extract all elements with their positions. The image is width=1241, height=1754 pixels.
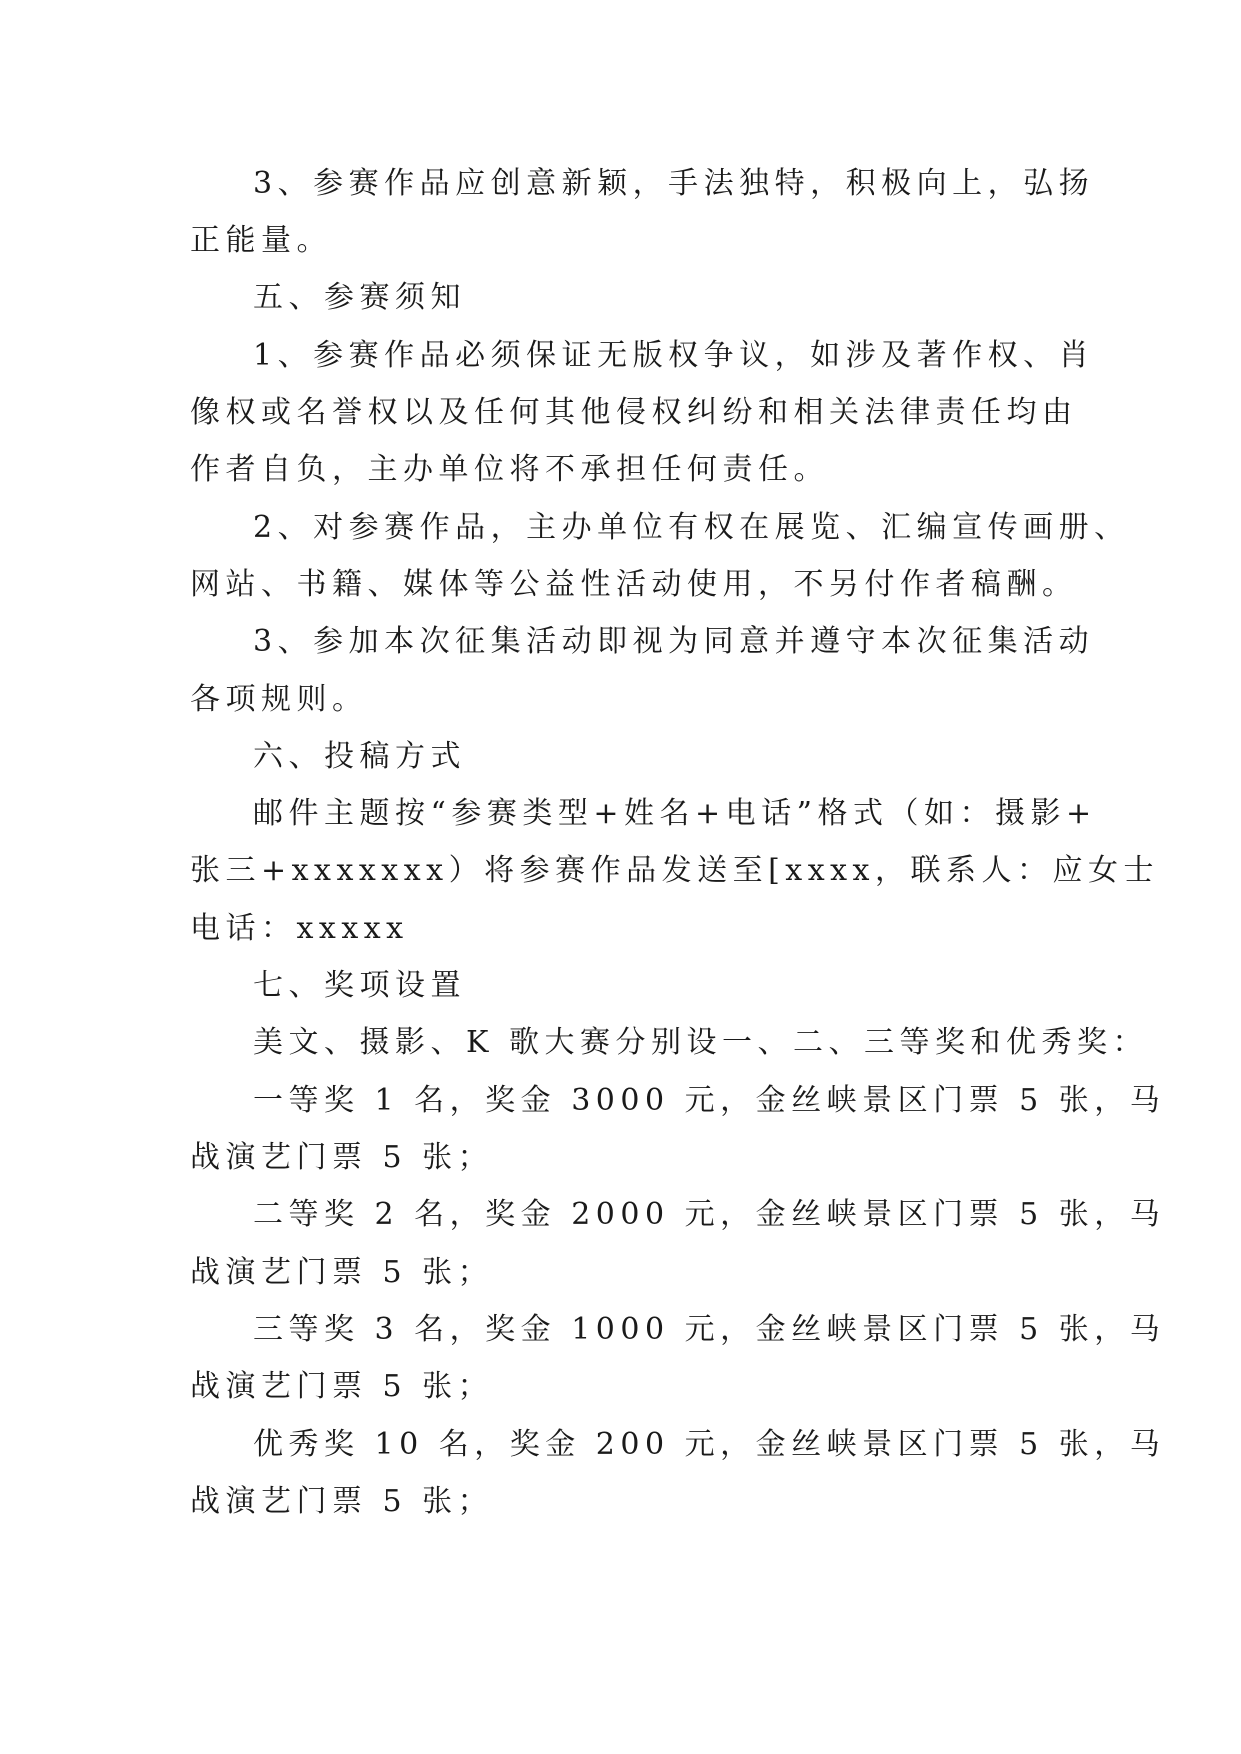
text-line: 战演艺门票 5 张； <box>190 1255 494 1290</box>
text-line: 战演艺门票 5 张； <box>190 1369 494 1404</box>
text-line: 一等奖 1 名，奖金 3000 元，金丝峡景区门票 5 张，马 <box>253 1083 1166 1118</box>
text-line: 像权或名誉权以及任何其他侵权纠纷和相关法律责任均由 <box>190 395 1078 430</box>
text-line: 3、参加本次征集活动即视为同意并遵守本次征集活动 <box>253 624 1095 659</box>
text-line: 美文、摄影、K 歌大赛分别设一、二、三等奖和优秀奖： <box>253 1025 1148 1060</box>
text-line: 邮件主题按“参赛类型+姓名+电话”格式（如：摄影+ <box>253 796 1097 831</box>
text-line: 2、对参赛作品，主办单位有权在展览、汇编宣传画册、 <box>253 510 1130 545</box>
text-line: 电话：xxxxx <box>190 911 409 946</box>
text-line: 作者自负，主办单位将不承担任何责任。 <box>190 452 829 487</box>
text-line: 二等奖 2 名，奖金 2000 元，金丝峡景区门票 5 张，马 <box>253 1197 1166 1232</box>
section-heading: 六、投稿方式 <box>253 739 466 774</box>
section-heading: 五、参赛须知 <box>253 280 466 315</box>
text-line: 正能量。 <box>190 223 332 258</box>
section-heading: 七、奖项设置 <box>253 968 466 1003</box>
text-line: 3、参赛作品应创意新颖，手法独特，积极向上，弘扬 <box>253 166 1095 201</box>
text-line: 各项规则。 <box>190 682 368 717</box>
text-line: 网站、书籍、媒体等公益性活动使用，不另付作者稿酬。 <box>190 567 1078 602</box>
text-line: 优秀奖 10 名，奖金 200 元，金丝峡景区门票 5 张，马 <box>253 1427 1166 1462</box>
text-line: 1、参赛作品必须保证无版权争议，如涉及著作权、肖 <box>253 338 1095 373</box>
text-line: 张三+xxxxxxx）将参赛作品发送至[xxxx，联系人：应女士 <box>190 853 1159 888</box>
text-line: 三等奖 3 名，奖金 1000 元，金丝峡景区门票 5 张，马 <box>253 1312 1166 1347</box>
text-line: 战演艺门票 5 张； <box>190 1484 494 1519</box>
text-line: 战演艺门票 5 张； <box>190 1140 494 1175</box>
